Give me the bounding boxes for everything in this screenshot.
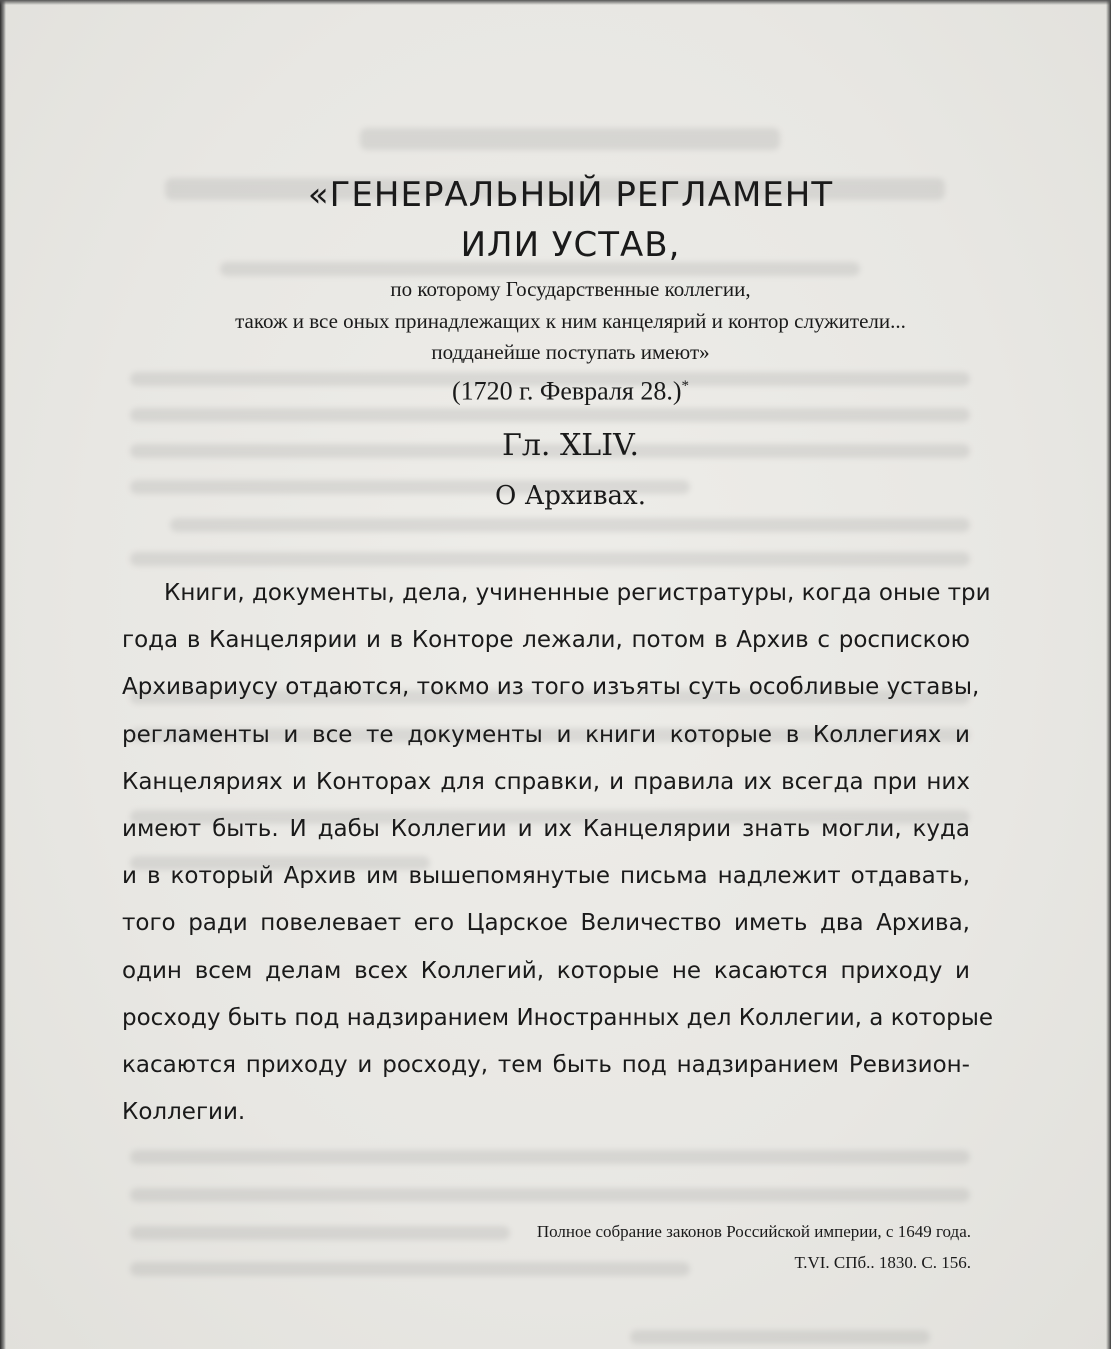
chapter-number: Гл. XLIV. xyxy=(501,428,640,463)
body-line: один всем делам всех Коллегий, которые не касаются приходу и xyxy=(122,957,970,984)
subtitle-line-3: подданейше поступать имеют» xyxy=(431,340,710,364)
body-line: Книги, документы, дела, учиненные регистратуры, когда оные три xyxy=(164,580,991,606)
date-text: (1720 г. Февраля 28.) xyxy=(451,376,682,406)
document-title-line-2: ИЛИ УСТАВ, xyxy=(460,225,681,265)
body-line: росходу быть под надзиранием Иностранных дел Коллегии, а которые xyxy=(122,1004,994,1031)
chapter-title: О Архивах. xyxy=(495,481,646,511)
body-line: Канцеляриях и Конторах для справки, и правила их всегда при них xyxy=(122,768,970,795)
citation-line-1: Полное собрание законов Российской империи, с 1649 года. xyxy=(536,1222,971,1241)
body-line: имеют быть. И дабы Коллегии и их Канцелярии знать могли, куда xyxy=(122,815,970,842)
citation-line-2: Т.VI. СПб.. 1830. С. 156. xyxy=(794,1253,971,1272)
subtitle-line-2: також и все оных принадлежащих к ним канцелярий и контор служители... xyxy=(235,309,906,333)
footnote-mark: * xyxy=(681,378,690,394)
body-line: того ради повелевает его Царское Величество иметь два Архива, xyxy=(122,910,970,937)
body-line: регламенты и все те документы и книги которые в Коллегиях и xyxy=(122,721,970,748)
page-edge-top xyxy=(0,0,1111,5)
body-line: Архивариусу отдаются, токмо из того изъяты суть особливые уставы, xyxy=(122,674,980,701)
body-line: Коллегии. xyxy=(122,1099,246,1126)
document-date xyxy=(0,368,1111,410)
body-line: и в который Архив им вышепомянутые письма надлежит отдавать, xyxy=(122,863,970,890)
document-title-line-1: «ГЕНЕРАЛЬНЫЙ РЕГЛАМЕНТ xyxy=(307,175,834,215)
subtitle-line-1: по которому Государственные коллегии, xyxy=(390,277,751,301)
body-line: касаются приходу и росходу, тем быть под надзиранием Ревизион- xyxy=(122,1051,970,1078)
body-paragraph xyxy=(122,570,994,1136)
body-line: года в Канцелярии и в Конторе лежали, потом в Архив с роспискою xyxy=(122,627,970,654)
